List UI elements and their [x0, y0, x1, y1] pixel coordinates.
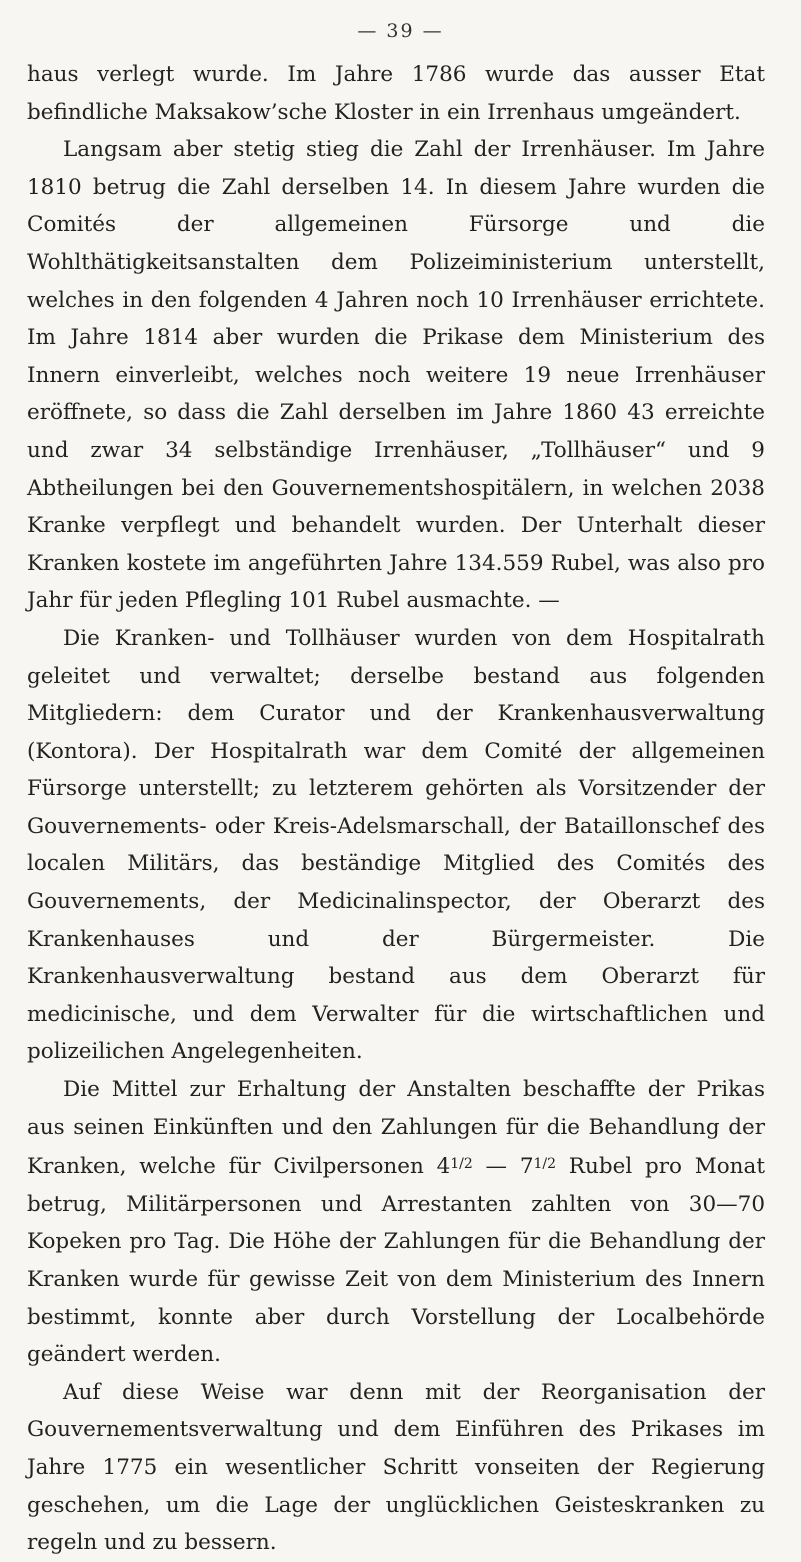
funding-text-start: Die Mittel zur Erhaltung der Anstalten beschaffte der Prikas aus seinen Einkünften und den Zahlungen für die Behandlung der Kranken, welche für Civilpersonen 4	[27, 1077, 765, 1180]
body-text	[27, 56, 765, 1562]
paragraph-asylum-growth: Langsam aber stetig stieg die Zahl der Irrenhäuser. Im Jahre 1810 betrug die Zahl derselben 14. In diesem Jahre wurden die Comités der allgemeinen Fürsorge und die Wohlthätigkeitsanstalten dem Polizeiministerium unterstellt, welches in den folgenden 4 Jahren noch 10 Irrenhäuser errichtete. Im Jahre 1814 aber wurden die Prikase dem Ministerium des Innern einverleibt, welches noch weitere 19 neue Irrenhäuser eröffnete, so dass die Zahl derselben im Jahre 1860 43 erreichte und zwar 34 selbständige Irrenhäuser, „Tollhäuser“ und 9 Abtheilungen bei den Gouvernementshospitälern, in welchen 2038 Kranke verpflegt und behandelt wurden. Der Unterhalt dieser Kranken kostete im angeführten Jahre 134.559 Rubel, was also pro Jahr für jeden Pflegling 101 Rubel ausmachte. —	[27, 137, 765, 614]
paragraph-funding	[27, 1071, 765, 1374]
fraction-half: 1/2	[450, 1156, 473, 1173]
paragraph-continuation: haus verlegt wurde. Im Jahre 1786 wurde das ausser Etat befindliche Maksakow’sche Kloster in ein Irrenhaus umgeändert.	[27, 62, 765, 125]
paragraph-reorganisation: Auf diese Weise war denn mit der Reorganisation der Gouvernementsverwaltung und dem Einführen des Prikases im Jahre 1775 ein wesentlicher Schritt vonseiten der Regierung geschehen, um die Lage der unglücklichen Geisteskranken zu regeln und zu bessern.	[27, 1379, 765, 1556]
funding-text-middle: — 7	[472, 1154, 534, 1180]
page-number: — 39 —	[357, 20, 444, 42]
fraction-half: 1/2	[533, 1156, 557, 1173]
funding-text-end: Rubel pro Monat betrug, Militärpersonen und Arrestanten zahlten von 30—70 Kopeken pro Tag. Die Höhe der Zahlungen für die Behandlung der Kranken wurde für gewisse Zeit von dem Ministerium des Innern bestimmt, konnte aber durch Vorstellung der Localbehörde geändert werden.	[27, 1154, 765, 1368]
paragraph-hospital-council: Die Kranken- und Tollhäuser wurden von dem Hospitalrath geleitet und verwaltet; derselbe bestand aus folgenden Mitgliedern: dem Curator und der Krankenhausverwaltung (Kontora). Der Hospitalrath war dem Comité der allgemeinen Fürsorge unterstellt; zu letzterem gehörten als Vorsitzender der Gouvernements- oder Kreis-Adelsmarschall, der Bataillonschef des localen Militärs, das beständige Mitglied des Comités des Gouvernements, der Medicinalinspector, der Oberarzt des Krankenhauses und der Bürgermeister. Die Krankenhausverwaltung bestand aus dem Oberarzt für medicinische, und dem Verwalter für die wirtschaftlichen und polizeilichen Angelegenheiten.	[27, 625, 765, 1065]
